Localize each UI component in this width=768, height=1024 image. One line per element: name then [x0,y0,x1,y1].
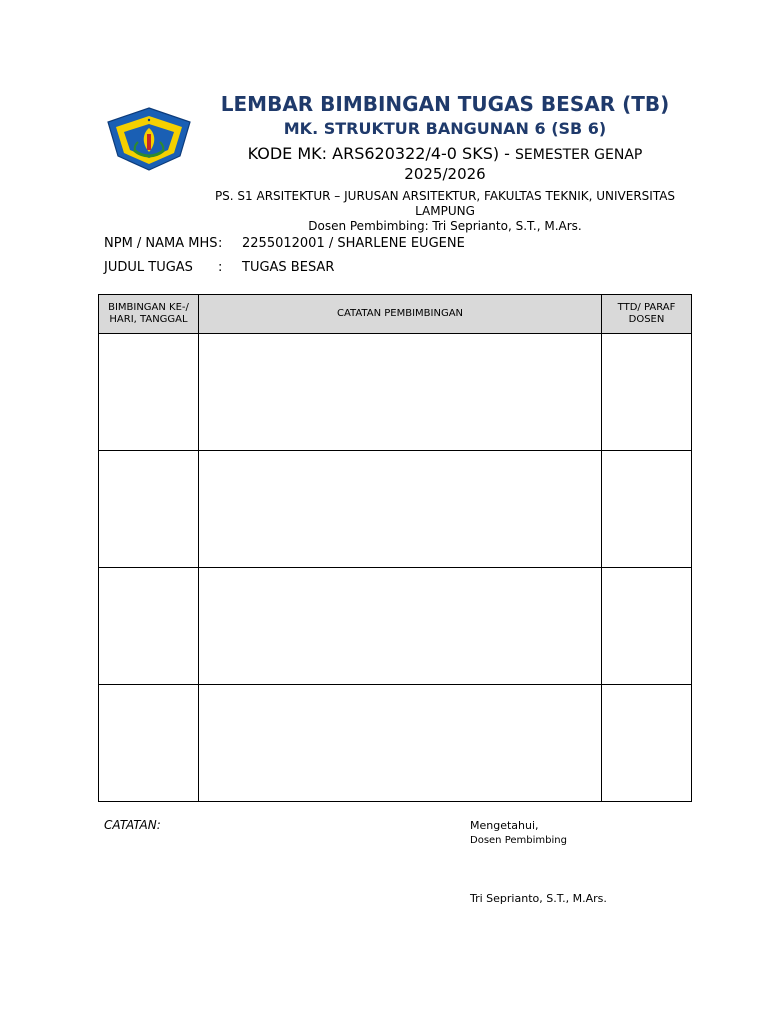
header-session-line: BIMBINGAN KE-/ [108,302,189,313]
table-row [99,568,692,685]
header-signature-line: TTD/ PARAF [617,302,676,313]
signature-cell[interactable] [602,568,692,685]
notes-cell[interactable] [199,334,602,451]
npm-label: NPM / NAMA MHS [104,236,218,251]
notes-cell[interactable] [199,685,602,802]
supervisor-line: Dosen Pembimbing: Tri Seprianto, S.T., M.Ars. [308,219,582,233]
notes-cell[interactable] [199,568,602,685]
program-line: PS. S1 ARSITEKTUR – JURUSAN ARSITEKTUR, FAKULTAS TEKNIK, UNIVERSITAS LAMPUNG [214,189,676,218]
signature-cell[interactable] [602,334,692,451]
session-cell[interactable] [99,334,199,451]
judul-label: JUDUL TUGAS [104,260,193,275]
npm-separator: : [218,236,223,251]
acknowledged-label: Mengetahui, [470,819,539,832]
table-row [99,334,692,451]
header-notes: CATATAN PEMBIMBINGAN [199,295,602,334]
header-lecturer-line: DOSEN [628,314,665,325]
supervisor-role: Dosen Pembimbing [470,835,567,846]
header-session-date [99,295,199,334]
course-code: KODE MK: ARS620322/4-0 SKS) - [247,144,510,163]
supervision-log-table [98,294,692,802]
notes-label: CATATAN: [104,818,161,832]
course-name: MK. STRUKTUR BANGUNAN 6 (SB 6) [283,119,607,138]
header-date-line: HARI, TANGGAL [109,314,188,325]
document-header [200,92,690,234]
npm-value: 2255012001 / SHARLENE EUGENE [242,236,465,251]
judul-value: TUGAS BESAR [242,260,335,275]
table-row [99,451,692,568]
session-cell[interactable] [99,568,199,685]
signature-block [470,818,567,848]
table-row [99,685,692,802]
academic-year: 2025/2026 [404,165,486,183]
session-cell[interactable] [99,685,199,802]
universitas-lampung-logo [104,106,194,172]
header-signature [602,295,692,334]
notes-cell[interactable] [199,451,602,568]
judul-separator: : [218,260,223,275]
document-title: LEMBAR BIMBINGAN TUGAS BESAR (TB) [220,92,670,116]
signature-cell[interactable] [602,685,692,802]
session-cell[interactable] [99,451,199,568]
semester: SEMESTER GENAP [515,147,643,163]
supervisor-name: Tri Seprianto, S.T., M.Ars. [470,892,607,905]
course-code-line [200,144,690,165]
table-header-row [99,295,692,334]
signature-cell[interactable] [602,451,692,568]
